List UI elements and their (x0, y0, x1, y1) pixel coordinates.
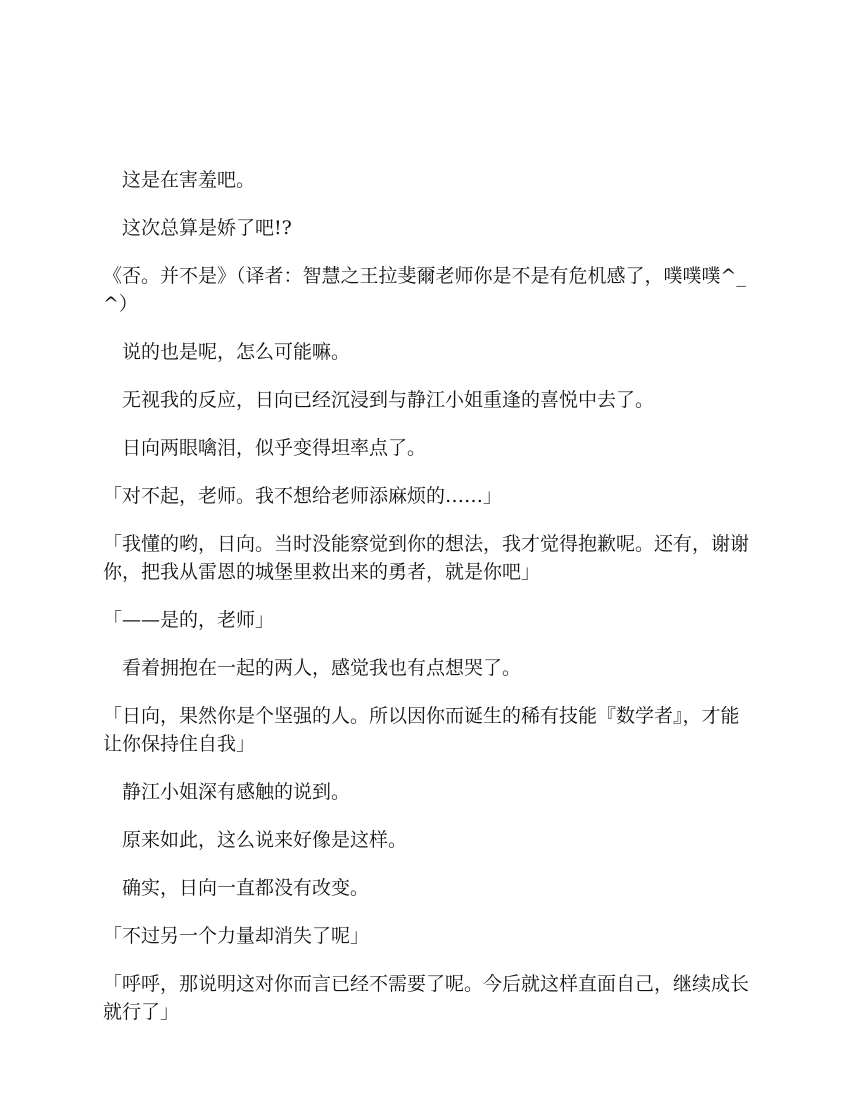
paragraph-12: 静江小姐深有感触的说到。 (122, 781, 351, 803)
document-body (103, 166, 753, 1046)
paragraph-2: 这次总算是娇了吧!? (122, 217, 292, 239)
paragraph-9: 「——是的，老师」 (103, 609, 275, 631)
paragraph-14: 确实，日向一直都没有改变。 (122, 877, 370, 899)
paragraph-3: 《否。并不是》（译者：智慧之王拉斐爾老师你是不是有危机感了，噗噗噗^_^） (103, 265, 746, 315)
paragraph-7: 「对不起，老师。我不想给老师添麻烦的……」 (103, 485, 503, 507)
paragraph-8: 「我懂的哟，日向。当时没能察觉到你的想法，我才觉得抱歉呢。还有，谢谢你，把我从雷恩的城堡里救出来的勇者，就是你吧」 (103, 533, 750, 583)
paragraph-13: 原来如此，这么说来好像是这样。 (122, 829, 408, 851)
paragraph-5: 无视我的反应，日向已经沉浸到与静江小姐重逢的喜悦中去了。 (122, 389, 655, 411)
paragraph-1: 这是在害羞吧。 (122, 169, 256, 191)
paragraph-10: 看着拥抱在一起的两人，感觉我也有点想哭了。 (122, 657, 522, 679)
paragraph-16: 「呼呼，那说明这对你而言已经不需要了呢。今后就这样直面自己，继续成长就行了」 (103, 973, 750, 1023)
paragraph-6: 日向两眼噙泪，似乎变得坦率点了。 (122, 437, 427, 459)
paragraph-4: 说的也是呢，怎么可能嘛。 (122, 341, 351, 363)
paragraph-15: 「不过另一个力量却消失了呢」 (103, 925, 370, 947)
paragraph-11: 「日向，果然你是个坚强的人。所以因你而诞生的稀有技能『数学者』，才能让你保持住自我」 (103, 705, 740, 755)
